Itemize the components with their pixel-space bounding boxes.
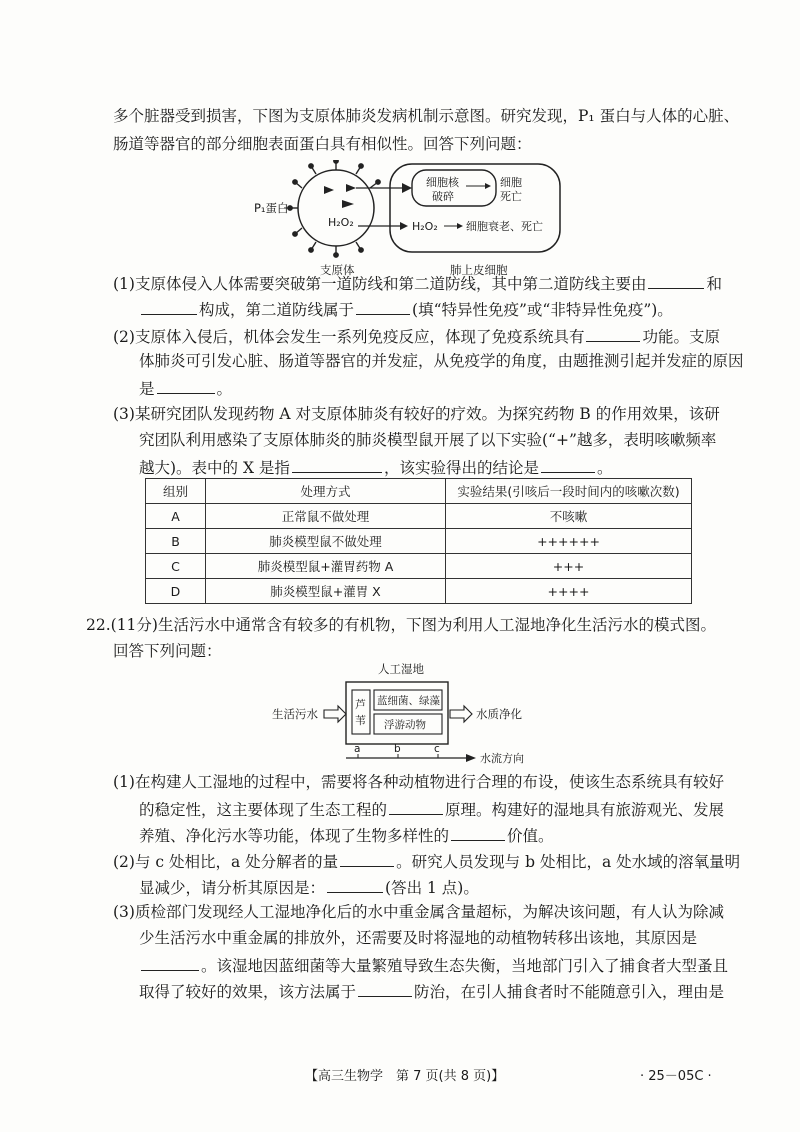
q22-part3-line1: (3)质检部门发现经人工湿地净化后的水中重金属含量超标，为解决该问题，有人认为除减 [113, 903, 724, 921]
table-header-row [146, 479, 692, 504]
q21-part1-line2 [139, 298, 800, 320]
mycoplasma-label: 支原体 [320, 263, 355, 277]
q22-s3-text-d: 取得了较好的效果，该方法属于 [139, 983, 357, 1001]
mycoplasma-cell [298, 170, 374, 246]
q22-part2-line1 [113, 850, 800, 872]
reed-box [352, 690, 370, 734]
table-cell: 不咳嗽 [446, 504, 692, 529]
table-cell: 正常鼠不做处理 [206, 504, 446, 529]
q21-part1-line1 [113, 272, 800, 294]
answer-blank[interactable] [389, 798, 443, 815]
table-cell: A [146, 504, 206, 529]
table-cell: ++++ [446, 579, 692, 604]
answer-blank[interactable] [327, 876, 383, 893]
point-b-label: b [394, 743, 401, 755]
answer-blank[interactable] [157, 377, 215, 394]
algae-label: 蓝细菌、绿藻 [377, 695, 440, 707]
intro-line-2: 肠道等器官的部分细胞表面蛋白具有相似性。回答下列问题： [113, 135, 532, 153]
inner-h2o2-label: H₂O₂ [328, 216, 354, 229]
footer-code: · 25－05C · [640, 1069, 712, 1084]
q21-s2-text-b: 功能。支原 [642, 328, 720, 346]
answer-blank[interactable] [358, 980, 412, 997]
q21-s2-text-a: (2)支原体入侵后，机体会发生一系列免疫反应，体现了免疫系统具有 [113, 328, 585, 346]
q22-part2-line2 [139, 876, 800, 898]
outflow-arrow [450, 706, 472, 722]
q22-s3-text-c: 。该湿地因蓝细菌等大量繁殖导致生态失衡，当地部门引入了捕食者大型蚤且 [201, 957, 729, 975]
q22-s2-text-a: (2)与 c 处相比，a 处分解者的量 [113, 853, 339, 871]
death-label-2: 死亡 [500, 190, 522, 203]
q21-part2-line3 [139, 377, 800, 399]
q22-s1-text-b: 的稳定性，这主要体现了生态工程的 [139, 801, 388, 819]
reed-label-1: 芦 [355, 698, 366, 711]
table-cell: +++ [446, 554, 692, 579]
answer-blank[interactable] [292, 456, 382, 473]
table-row [146, 579, 692, 604]
zooplankton-label: 浮游动物 [384, 719, 426, 731]
table-cell: 肺炎模型鼠不做处理 [206, 529, 446, 554]
q21-part3-line3 [139, 456, 800, 478]
q21-s3-text-e: 。 [596, 459, 613, 477]
q21-s2-text-d: 是 [139, 380, 155, 398]
q22-part3-line4 [139, 980, 800, 1002]
answer-blank[interactable] [586, 325, 640, 342]
q21-part3-line1: (3)某研究团队发现药物 A 对支原体肺炎有较好的疗效。为探究药物 B 的作用效果，该研 [113, 405, 720, 423]
point-c-label: c [434, 743, 440, 755]
q22-part1-line2 [139, 798, 800, 820]
q21-s1-text-c: 构成，第二道防线属于 [199, 301, 355, 319]
q22-heading-line2: 回答下列问题： [113, 642, 222, 660]
nucleus-label-2: 破碎 [432, 190, 454, 203]
table-cell: 肺炎模型鼠+灌胃药物 A [206, 554, 446, 579]
nucleus-label-1: 细胞核 [426, 176, 459, 189]
q21-part2-line1 [113, 325, 800, 347]
table-header: 处理方式 [206, 479, 446, 504]
table-cell: 肺炎模型鼠+灌胃 X [206, 579, 446, 604]
q22-part3-line3 [139, 954, 800, 976]
q22-s2-text-b: 。研究人员发现与 b 处相比，a 处水域的溶氧量明 [396, 853, 741, 871]
q22-s2-text-c: 显减少，请分析其原因是： [139, 879, 326, 897]
q21-s1-text-d: (填“特异性免疫”或“非特异性免疫”)。 [412, 301, 673, 319]
answer-blank[interactable] [340, 850, 394, 867]
table-header: 组别 [146, 479, 206, 504]
answer-blank[interactable] [141, 298, 197, 315]
q22-heading-line1: 22.(11分)生活污水中通常含有较多的有机物，下图为利用人工湿地净化生活污水的模式图。 [86, 616, 716, 634]
q21-s1-text-a: (1)支原体侵入人体需要突破第一道防线和第二道防线，其中第二道防线主要由 [113, 275, 647, 293]
q22-s1-text-e: 价值。 [507, 827, 554, 845]
q22-part3-line2: 少生活污水中重金属的排放外，还需要及时将湿地的动植物转移出该地，其原因是 [139, 929, 698, 947]
inflow-label: 生活污水 [272, 707, 318, 721]
q22-s3-text-e: 防治，在引人捕食者时不能随意引入，理由是 [414, 983, 725, 1001]
q22-s2-text-d: (答出 1 点)。 [385, 879, 479, 897]
table-row [146, 554, 692, 579]
table-header: 实验结果(引咳后一段时间内的咳嗽次数) [446, 479, 692, 504]
q22-part1-line1: (1)在构建人工湿地的过程中，需要将各种动植物进行合理的布设，使该生态系统具有较好 [113, 773, 724, 791]
answer-blank[interactable] [451, 824, 505, 841]
q21-s1-text-b: 和 [706, 275, 722, 293]
point-a-label: a [354, 743, 361, 755]
flow-direction-label: 水流方向 [480, 752, 524, 765]
q22-part1-line3 [139, 824, 800, 846]
answer-blank[interactable] [356, 298, 410, 315]
death-label-1: 细胞 [500, 176, 522, 189]
wetland-title: 人工湿地 [378, 662, 424, 676]
table-cell: B [146, 529, 206, 554]
p1-protein-spikes [288, 160, 380, 257]
q21-s2-text-e: 。 [216, 380, 233, 398]
table-cell: D [146, 579, 206, 604]
table-row [146, 529, 692, 554]
reed-label-2: 苇 [355, 714, 366, 727]
wetland-figure [270, 660, 570, 772]
footer-page-number: 【高三生物学 第 7 页(共 8 页)】 [305, 1069, 505, 1084]
answer-blank[interactable] [141, 954, 199, 971]
q21-part3-line2: 究团队利用感染了支原体肺炎的肺炎模型鼠开展了以下实验(“+”越多，表明咳嗽频率 [139, 431, 717, 449]
outflow-label: 水质净化 [476, 707, 522, 721]
q22-s1-text-d: 养殖、净化污水等功能，体现了生物多样性的 [139, 827, 450, 845]
mycoplasma-figure [250, 160, 570, 280]
q21-s3-text-c: 越大)。表中的 X 是指 [139, 459, 290, 477]
answer-blank[interactable] [541, 456, 595, 473]
senescence-label: 细胞衰老、死亡 [466, 220, 543, 233]
intro-line-1: 多个脏器受到损害，下图为支原体肺炎发病机制示意图。研究发现，P₁ 蛋白与人体的心脏、 [113, 107, 740, 125]
table-row [146, 504, 692, 529]
p1-protein-label: P₁蛋白 [254, 201, 289, 215]
table-cell: C [146, 554, 206, 579]
lung-cell-label: 肺上皮细胞 [450, 263, 508, 277]
wetland-box [346, 682, 448, 744]
q21-part2-line2: 体肺炎可引发心脏、肠道等器官的并发症，从免疫学的角度，由题推测引起并发症的原因 [139, 352, 744, 370]
answer-blank[interactable] [648, 272, 704, 289]
cell-h2o2-label: H₂O₂ [412, 220, 438, 233]
q21-s3-text-d: ，该实验得出的结论是 [383, 459, 539, 477]
q22-s1-text-c: 原理。构建好的湿地具有旅游观光、发展 [445, 801, 725, 819]
table-cell: ++++++ [446, 529, 692, 554]
experiment-table [145, 478, 692, 604]
inflow-arrow [324, 706, 346, 722]
lung-epithelial-cell [390, 164, 560, 252]
